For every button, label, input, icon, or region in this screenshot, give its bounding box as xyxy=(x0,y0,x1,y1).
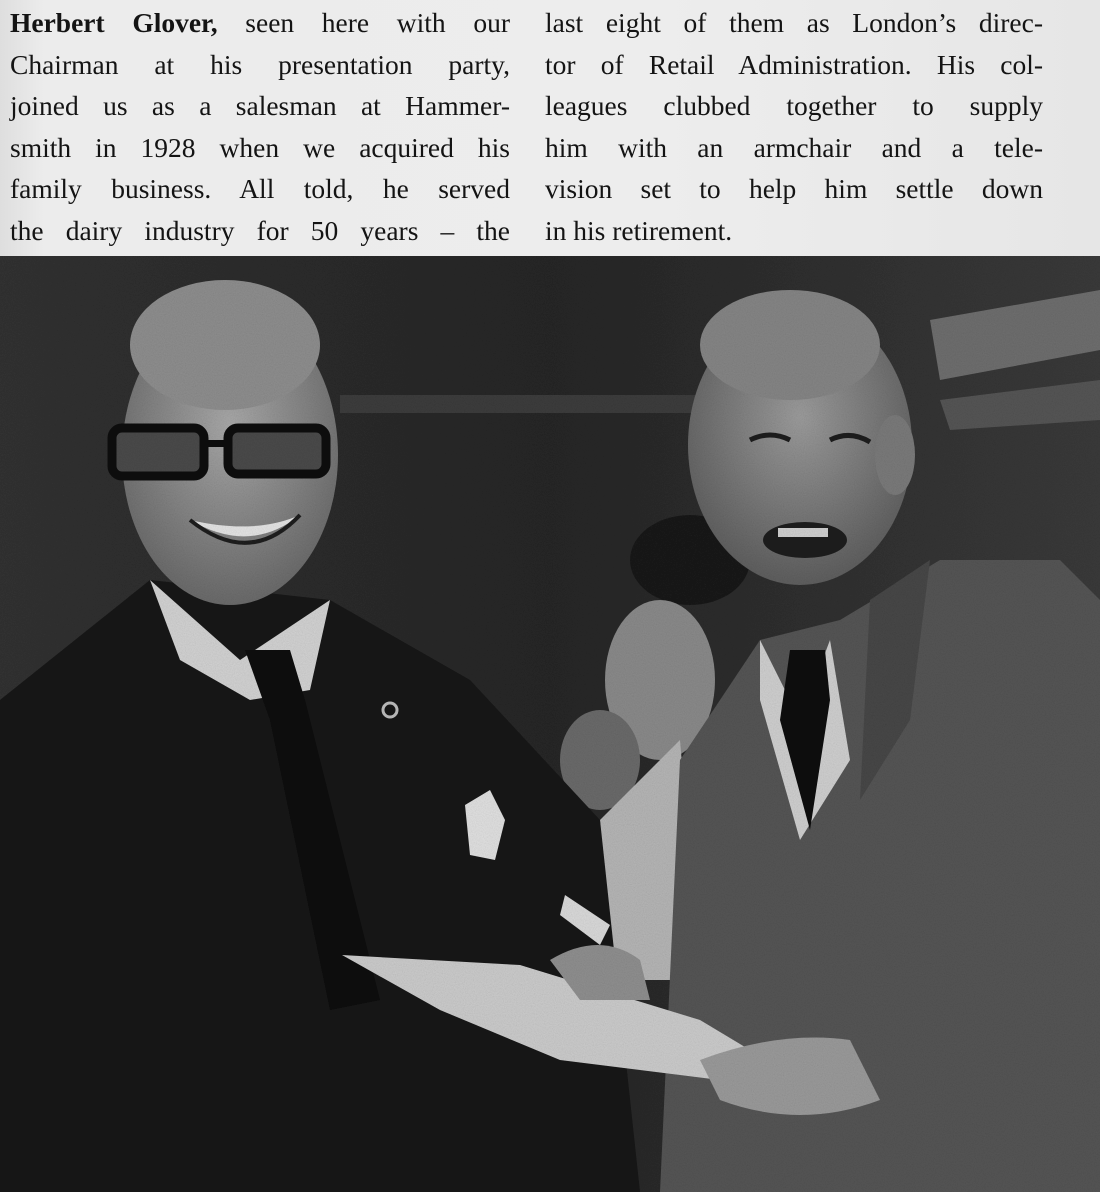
photo-caption xyxy=(0,0,1100,256)
caption-line: smith in 1928 when we acquired his xyxy=(10,131,510,163)
caption-line: the dairy industry for 50 years – the xyxy=(10,214,510,246)
caption-line: family business. All told, he served xyxy=(10,173,510,204)
caption-line: him with an armchair and a tele- xyxy=(545,131,1043,163)
caption-left-column xyxy=(10,2,510,251)
caption-line: vision set to help him settle down xyxy=(545,173,1043,204)
presentation-photo xyxy=(0,256,1100,1192)
caption-line: Chairman at his presentation party, xyxy=(10,48,510,80)
caption-text: seen here with our xyxy=(217,7,510,38)
caption-line: joined us as a salesman at Hammer- xyxy=(10,90,510,121)
caption-line: in his retirement. xyxy=(545,214,733,246)
caption-line xyxy=(10,2,510,44)
subject-name: Herbert Glover, xyxy=(10,7,218,38)
caption-line: tor of Retail Administration. His col- xyxy=(545,48,1043,80)
photo-illustration xyxy=(0,256,1100,1192)
caption-line: last eight of them as London’s direc- xyxy=(545,7,1043,38)
caption-right-column xyxy=(545,2,1043,251)
caption-line: leagues clubbed together to supply xyxy=(545,90,1043,121)
